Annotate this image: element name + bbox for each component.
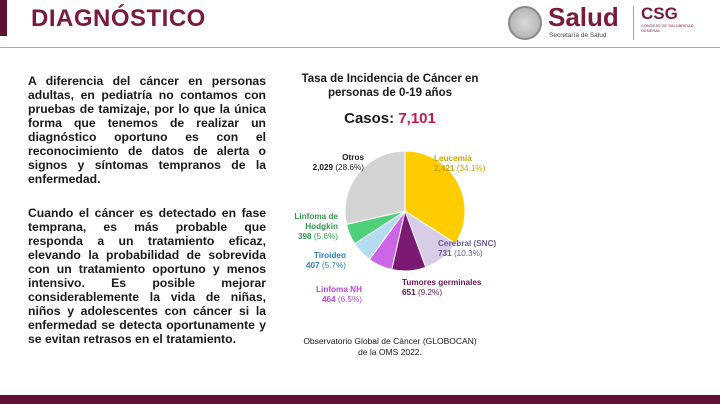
pie-label-value: 407 bbox=[305, 261, 322, 270]
salud-logo-text: Salud bbox=[548, 2, 619, 32]
pie-label-leucemia bbox=[434, 154, 485, 174]
salud-logo bbox=[508, 4, 622, 42]
pie-label-name: Linfoma de Hodgkin bbox=[294, 212, 338, 231]
pie-label-name: Linfoma NH bbox=[316, 285, 362, 294]
csg-logo-text: CSG bbox=[641, 4, 678, 23]
pie-label-percent: (6.5%) bbox=[337, 295, 362, 304]
pie-label-percent: (10.3%) bbox=[453, 249, 483, 258]
pie-label-name: Tumores germinales bbox=[402, 278, 482, 287]
header-divider bbox=[0, 47, 720, 48]
total-cases-label: Casos: bbox=[344, 110, 395, 127]
pie-label-value: 2,421 bbox=[434, 164, 457, 173]
pie-label-value: 731 bbox=[438, 249, 454, 258]
pie-label-name: Leucemia bbox=[434, 154, 472, 163]
pie-label-value: 2,029 bbox=[312, 163, 336, 172]
paragraph-intro: A diferencia del cáncer en personas adultas, en pediatría no contamos con pruebas de tamizaje, por lo que la única forma que tenemos de realizar un diagnóstico oportuno es con el reconocimiento de datos de alerta o signos y síntomas tempranos de la enfermedad. bbox=[28, 74, 266, 186]
pie-label-percent: (9.2%) bbox=[417, 288, 443, 297]
salud-logo-subtitle: Secretaría de Salud bbox=[549, 32, 607, 39]
logo-divider bbox=[633, 6, 634, 40]
pie-label-cerebral-snc bbox=[438, 239, 496, 259]
total-cases-value: 7,101 bbox=[398, 110, 436, 127]
chart-title: Tasa de Incidencia de Cáncer en personas de 0-19 años bbox=[301, 73, 479, 99]
pie-label-percent: (5.7%) bbox=[321, 261, 346, 270]
page-title: DIAGNÓSTICO bbox=[31, 5, 206, 32]
pie-label-percent: (5.6%) bbox=[313, 232, 338, 241]
pie-label-otros bbox=[290, 153, 364, 173]
pie-label-tiroideo bbox=[286, 251, 346, 271]
footer-bar bbox=[0, 395, 720, 404]
pie-label-name: Otros bbox=[342, 153, 364, 162]
pie-label-percent: (28.6%) bbox=[335, 163, 364, 172]
pie-label-tumores-germinales bbox=[402, 278, 481, 298]
pie-label-percent: (34.1%) bbox=[456, 164, 486, 173]
header-accent-bar bbox=[0, 0, 7, 36]
pie-label-value: 398 bbox=[297, 232, 314, 241]
national-seal-icon bbox=[508, 6, 542, 40]
chart-source: Observatorio Global de Cáncer (GLOBOCAN) de la OMS 2022. bbox=[303, 336, 477, 357]
pie-label-linfoma-de-hodgkin bbox=[266, 212, 338, 242]
paragraph-early-detection: Cuando el cáncer es detectado en fase temprana, es más probable que responda a un tratamiento eficaz, elevando la probabilidad de sobrevida con un tratamiento oportuno y menos intensivo. Es posible mejorar considerablemente la vida de niñas, niños y adolescentes con cáncer si la enfermedad se detecta oportunamente y se evitan retrasos en el tratamiento. bbox=[28, 206, 266, 346]
pie-label-name: Cerebral (SNC) bbox=[438, 239, 497, 248]
total-cases bbox=[290, 110, 490, 127]
pie-label-name: Tiroideo bbox=[313, 251, 346, 260]
csg-logo-subtitle: CONSEJO DE SALUBRIDAD GENERAL bbox=[641, 23, 694, 33]
pie-label-value: 464 bbox=[321, 295, 338, 304]
pie-label-linfoma-nh bbox=[302, 285, 362, 305]
pie-label-value: 651 bbox=[402, 288, 418, 297]
